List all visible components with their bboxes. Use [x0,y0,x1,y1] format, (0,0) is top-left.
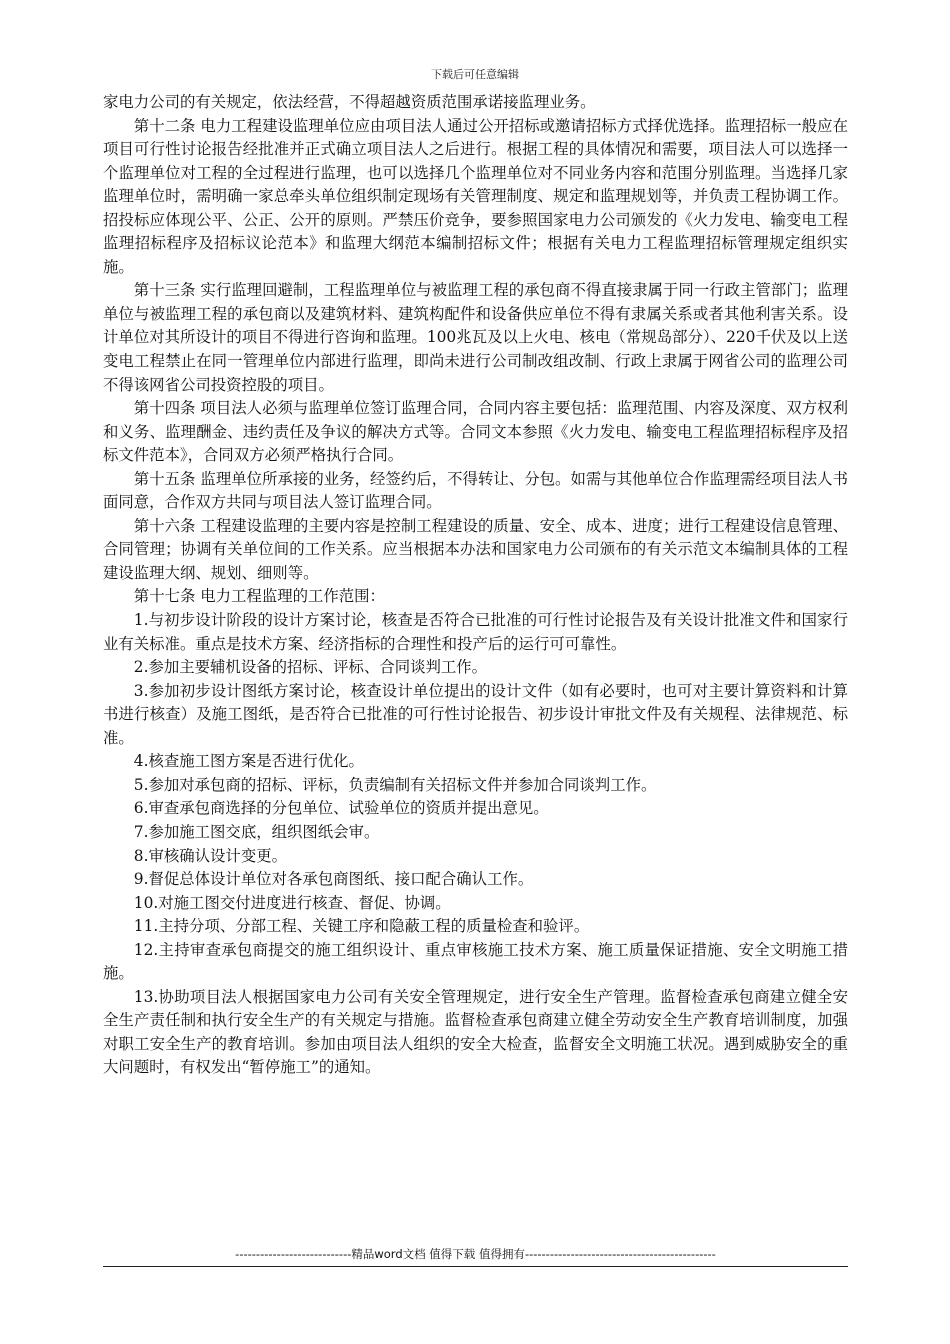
list-item: 8.审核确认设计变更。 [133,846,287,865]
footer-divider [103,1266,848,1267]
list-item: 13.协助项目法人根据国家电力公司有关安全管理规定，进行安全生产管理。监督检查承包商建立健全安全生产责任制和执行安全生产的有关规定与措施。监督检查承包商建立健全劳动安全生产教育培训制度，加强对职工安全生产的教育培训。参加由项目法人组织的安全大检查，监督安全文明施工状况。遇到威胁安全的重大问题时，有权发出“暂停施工”的通知。 [103,987,848,1077]
list-item: 2.参加主要辅机设备的招标、评标、合同谈判工作。 [133,658,488,677]
document-body [103,91,848,1080]
paragraph-article-12: 第十二条 电力工程建设监理单位应由项目法人通过公开招标或邀请招标方式择优选择。监理招标一般应在项目可行性讨论报告经批准并正式确立项目法人之后进行。根据工程的具体情况和需要，项目法人可以选择一个监理单位对工程的全过程进行监理，也可以选择几个监理单位对不同业务内容和范围分别监理。当选择几家监理单位时，需明确一家总牵头单位组织制定现场有关管理制度、规定和监理规划等，并负责工程协调工作。 招投标应体现公平、公正、公开的原则。严禁压价竞争，要参照国家电力公司颁发的《火力发电、输变电工程监理招标程序及招标议论范本》和监理大纲范本编制招标文件；根据有关电力工程监理招标管理规定组织实施。 [103,116,848,276]
page-footer: ----------------------------精品word文档 值得下载 值得拥有---------------------------------------------- [235,1247,716,1261]
list-item: 4.核查施工图方案是否进行优化。 [133,752,364,771]
list-item: 12.主持审查承包商提交的施工组织设计、重点审核施工技术方案、施工质量保证措施、安全文明施工措施。 [103,940,848,983]
list-item: 3.参加初步设计图纸方案讨论，核查设计单位提出的设计文件（如有必要时，也可对主要计算资料和计算书进行核查）及施工图纸，是否符合已批准的可行性讨论报告、初步设计审批文件及有关规程、法律规范、标准。 [103,681,848,747]
list-item: 5.参加对承包商的招标、评标，负责编制有关招标文件并参加合同谈判工作。 [133,775,657,794]
paragraph-article-14: 第十四条 项目法人必须与监理单位签订监理合同，合同内容主要包括：监理范围、内容及深度、双方权利和义务、监理酬金、违约责任及争议的解决方式等。合同文本参照《火力发电、输变电工程监理招标程序及招标文件范本》，合同双方必须严格执行合同。 [103,399,848,465]
paragraph-article-17: 第十七条 电力工程监理的工作范围： [133,587,385,606]
paragraph: 家电力公司的有关规定，依法经营，不得超越资质范围承诺接监理业务。 [103,93,596,111]
page-header: 下载后可任意编辑 [431,68,519,81]
list-item: 7.参加施工图交底，组织图纸会审。 [133,822,380,841]
list-item: 9.督促总体设计单位对各承包商图纸、接口配合确认工作。 [133,870,534,889]
list-item: 11.主持分项、分部工程、关键工序和隐蔽工程的质量检查和验评。 [133,917,590,936]
paragraph-article-13: 第十三条 实行监理回避制，工程监理单位与被监理工程的承包商不得直接隶属于同一行政主管部门；监理单位与被监理工程的承包商以及建筑材料、建筑构配件和设备供应单位不得有隶属关系或者其他利害关系。设计单位对其所设计的项目不得进行咨询和监理。100兆瓦及以上火电、核电（常规岛部分）、220千伏及以上送变电工程禁止在同一管理单位内部进行监理，即尚未进行公司制改组改制、行政上隶属于网省公司的监理公司不得该网省公司投资控股的项目。 [103,281,848,394]
paragraph-article-16: 第十六条 工程建设监理的主要内容是控制工程建设的质量、安全、成本、进度；进行工程建设信息管理、合同管理；协调有关单位间的工作关系。应当根据本办法和国家电力公司颁布的有关示范文本编制具体的工程建设监理大纲、规划、细则等。 [103,516,848,582]
paragraph-article-15: 第十五条 监理单位所承接的业务，经签约后，不得转让、分包。如需与其他单位合作监理需经项目法人书面同意，合作双方共同与项目法人签订监理合同。 [103,469,848,512]
list-item: 1.与初步设计阶段的设计方案讨论，核查是否符合已批准的可行性讨论报告及有关设计批准文件和国家行业有关标准。重点是技术方案、经济指标的合理性和投产后的运行可可靠性。 [103,611,848,653]
list-item: 6.审查承包商选择的分包单位、试验单位的资质并提出意见。 [133,799,549,818]
list-item: 10.对施工图交付进度进行核查、督促、协调。 [133,893,451,912]
